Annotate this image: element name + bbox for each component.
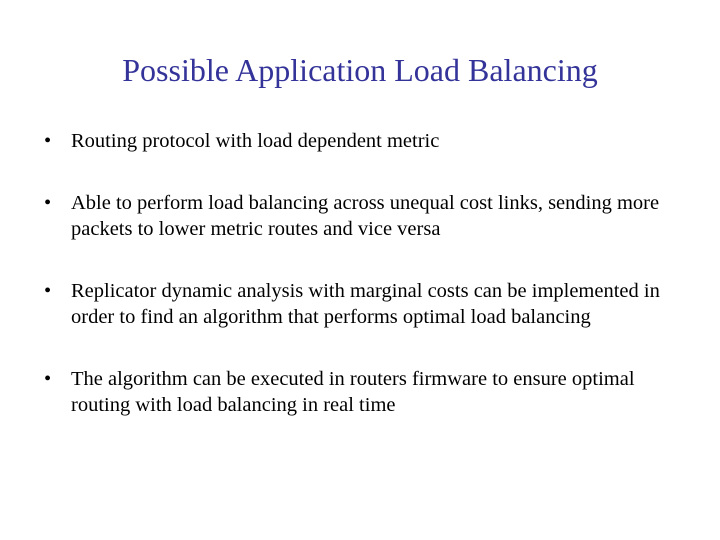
bullet-item-1 [44,128,684,154]
bullet-text: The algorithm can be executed in routers firmware to ensure optimal routing with load balancing in real time [71,368,635,416]
slide-title: Possible Application Load Balancing [122,52,598,88]
bullet-icon: • [44,280,52,302]
bullet-icon: • [44,192,52,214]
bullet-list [44,128,684,418]
bullet-text: Routing protocol with load dependent metric [71,130,440,152]
bullet-item-4 [44,366,684,418]
bullet-item-2 [44,190,684,242]
bullet-text: Replicator dynamic analysis with marginal costs can be implemented in order to find an algorithm that performs optimal load balancing [71,280,660,328]
bullet-icon: • [44,368,52,390]
bullet-icon: • [44,130,52,152]
bullet-text: Able to perform load balancing across unequal cost links, sending more packets to lower metric routes and vice versa [71,192,660,240]
bullet-item-3 [44,278,684,330]
